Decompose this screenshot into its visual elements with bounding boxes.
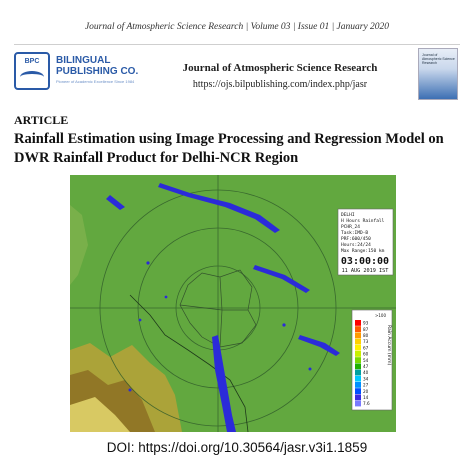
legend-value: 27 <box>363 382 369 388</box>
info-line: Hours:24/24 <box>341 243 371 248</box>
legend-swatch <box>355 370 361 376</box>
rain-cell <box>146 261 149 264</box>
rain-cell <box>129 389 132 392</box>
header-divider <box>14 44 460 45</box>
publisher-logo: BPC <box>14 52 50 90</box>
legend-swatch <box>355 394 361 400</box>
legend-swatch <box>355 363 361 369</box>
legend-value: 87 <box>363 326 369 332</box>
doi-link[interactable]: DOI: https://doi.org/10.30564/jasr.v3i1.1859 <box>106 440 368 455</box>
journal-issue-line: Journal of Atmospheric Science Research | Volume 03 | Issue 01 | January 2020 <box>84 22 390 32</box>
rain-cell <box>309 368 312 371</box>
publisher-block <box>14 50 144 94</box>
rain-cell <box>165 296 168 299</box>
article-title-line-2: DWR Rainfall Product for Delhi-NCR Region <box>14 150 299 166</box>
radar-rainfall-figure <box>70 175 396 432</box>
legend-unit: Rain Accum (mm) <box>386 325 391 366</box>
legend-swatch <box>355 351 361 357</box>
info-panel <box>338 209 393 275</box>
cover-title: Journal of Atmospheric Science Research <box>422 53 455 65</box>
legend-swatch <box>355 382 361 388</box>
logo-wave-icon <box>20 71 44 83</box>
legend-value: 20 <box>363 388 369 394</box>
journal-cover-thumbnail <box>418 48 458 100</box>
legend-value: 7.6 <box>363 401 370 407</box>
color-legend <box>352 310 392 410</box>
legend-value: 14 <box>363 395 369 400</box>
legend-value: 60 <box>363 351 369 357</box>
legend-swatch <box>355 320 361 326</box>
legend-value: 40 <box>363 370 369 376</box>
publisher-name: BILINGUAL PUBLISHING CO. <box>56 55 139 77</box>
rain-cell <box>282 323 285 326</box>
legend-value: 47 <box>363 364 369 369</box>
legend-swatch <box>355 401 361 407</box>
info-line: Task:IMD-B <box>341 231 369 236</box>
info-line: DELHI <box>341 213 355 218</box>
journal-name: Journal of Atmospheric Science Research <box>182 62 378 74</box>
info-line: H Hours Rainfall <box>341 219 385 224</box>
legend-swatch <box>355 326 361 332</box>
legend-value: 80 <box>363 333 369 338</box>
legend-value: 93 <box>363 320 369 326</box>
publisher-tagline: Pioneer of Academic Excellence Since 1984 <box>56 79 135 84</box>
legend-value: 67 <box>363 345 369 351</box>
article-title-line-1: Rainfall Estimation using Image Processing and Regression Model on <box>14 131 444 147</box>
legend-swatch <box>355 376 361 382</box>
legend-swatch <box>355 332 361 338</box>
info-line: Max Range:150 km <box>341 249 385 254</box>
info-line: PRF:600/450 <box>341 237 371 242</box>
legend-value: 34 <box>363 376 369 382</box>
legend-swatch <box>355 339 361 345</box>
legend-value: 54 <box>363 357 369 363</box>
article-type-label: ARTICLE <box>14 113 69 127</box>
legend-swatch <box>355 357 361 363</box>
date-label: 11 AUG 2019 IST <box>341 268 389 274</box>
info-line: PCHR_24 <box>341 225 360 230</box>
legend-swatch <box>355 345 361 351</box>
time-label: 03:00:00 <box>340 256 390 267</box>
legend-top-label: >100 <box>375 313 386 318</box>
rain-cell <box>139 319 142 322</box>
legend-swatch <box>355 388 361 394</box>
journal-url[interactable]: https://ojs.bilpublishing.com/index.php/jasr <box>192 79 368 90</box>
legend-value: 73 <box>363 339 369 345</box>
